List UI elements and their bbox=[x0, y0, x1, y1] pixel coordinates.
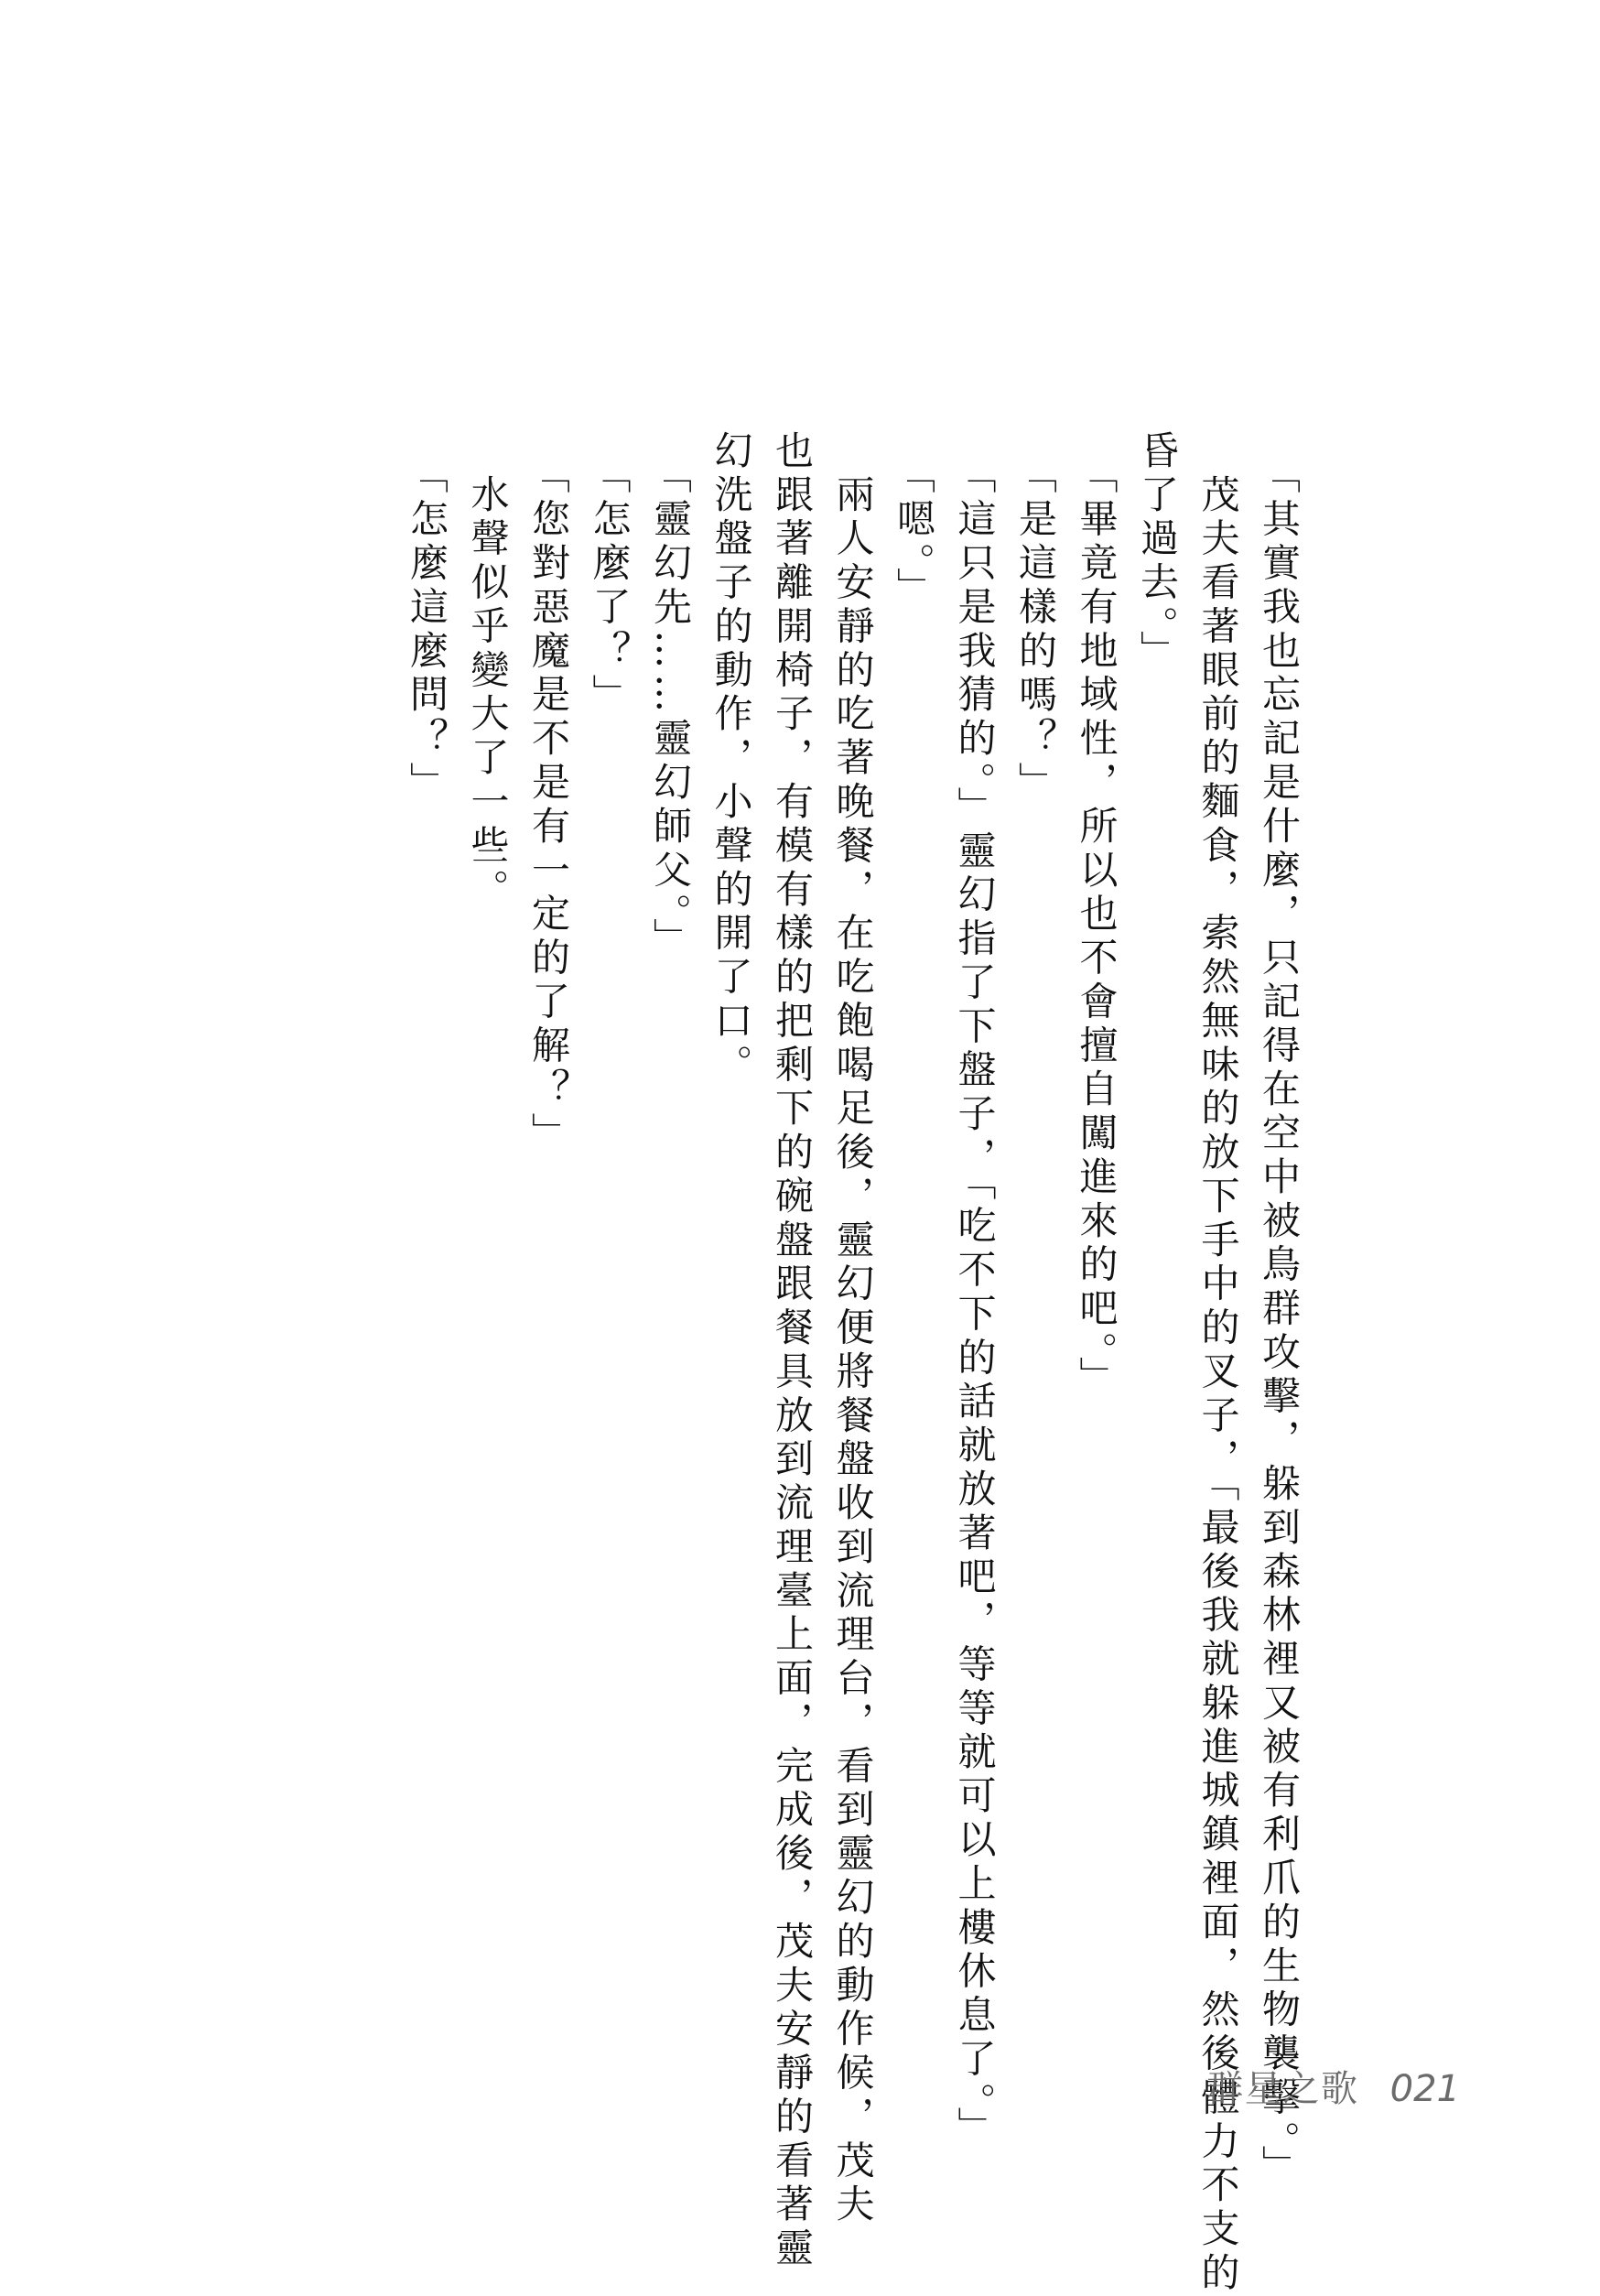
text-line-11: 「靈幻先……靈幻師父。」 bbox=[648, 430, 693, 962]
book-title: 群星之歌 bbox=[1206, 2068, 1359, 2110]
text-line-13: 「您對惡魔是不是有一定的了解？」 bbox=[526, 430, 571, 1156]
text-line-2: 茂夫看著眼前的麵食，索然無味的放下手中的叉子，「最後我就躲進城鎮裡面，然後體力不支的 bbox=[1195, 430, 1241, 2296]
text-line-8: 兩人安靜的吃著晚餐，在吃飽喝足後，靈幻便將餐盤收到流理台，看到靈幻的動作候，茂夫 bbox=[830, 430, 876, 2228]
text-line-6: 「這只是我猜的。」靈幻指了下盤子，「吃不下的話就放著吧，等等就可以上樓休息了。」 bbox=[952, 430, 998, 2151]
text-line-12: 「怎麼了？」 bbox=[587, 430, 632, 719]
text-line-9: 也跟著離開椅子，有模有樣的把剩下的碗盤跟餐具放到流理臺上面，完成後，茂夫安靜的看著靈 bbox=[770, 430, 815, 2271]
text-line-1: 「其實我也忘記是什麼，只記得在空中被鳥群攻擊，躲到森林裡又被有利爪的生物襲擊。」 bbox=[1257, 430, 1302, 2190]
page-number: 021 bbox=[1389, 2068, 1460, 2110]
text-line-4: 「畢竟有地域性，所以也不會擅自闖進來的吧。」 bbox=[1074, 430, 1119, 1401]
text-line-3: 昏了過去。」 bbox=[1135, 430, 1180, 675]
text-line-7: 「嗯。」 bbox=[892, 430, 936, 612]
text-line-10: 幻洗盤子的動作，小聲的開了口。 bbox=[708, 430, 754, 1088]
text-line-15: 「怎麼這麼問？」 bbox=[405, 430, 449, 806]
text-line-14: 水聲似乎變大了一些。 bbox=[465, 430, 511, 913]
page-footer bbox=[1206, 2060, 1460, 2112]
text-line-5: 「是這樣的嗎？」 bbox=[1013, 430, 1058, 806]
